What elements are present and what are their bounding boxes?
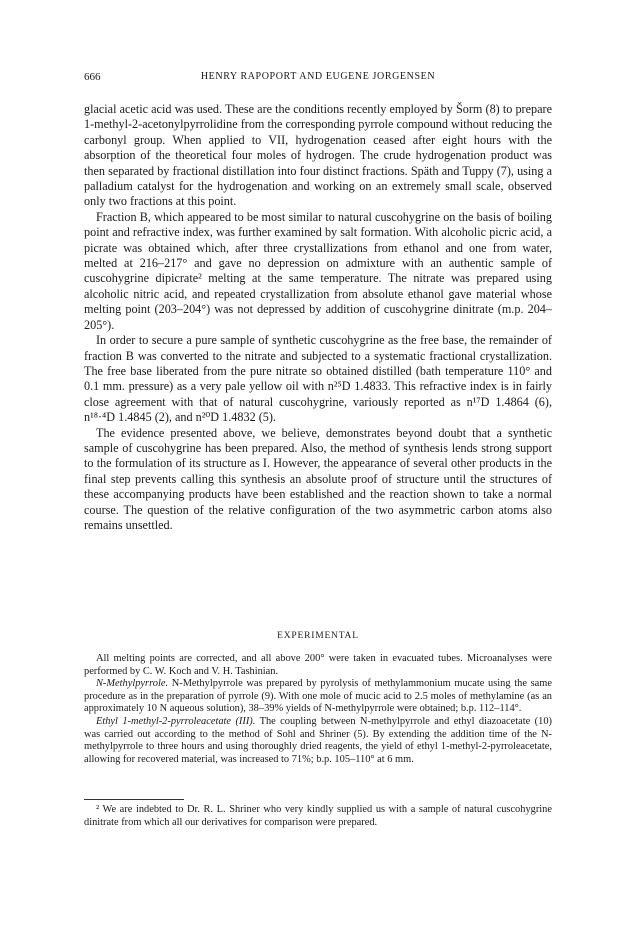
paragraph: Fraction B, which appeared to be most similar to natural cuscohygrine on the basis of boiling point and refractive index, was further examined by salt formation. With alcoholic picric acid, a picrate was obtained which, after three crystallizations from ethanol and one from water, melted at 216–217° and gave no depression on admixture with an authentic sample of cuscohygrine dipicrate² melting at the same temperature. The nitrate was prepared using alcoholic nitric acid, and repeated crystallization from absolute ethanol gave material whose melting point (203–204°) was not depressed by addition of cuscohygrine dinitrate (m.p. 204–205°). — [84, 209, 552, 332]
paragraph: The evidence presented above, we believe, demonstrates beyond doubt that a synthetic sample of cuscohygrine has been prepared. Also, the method of synthesis lends strong support to the formulation of its structure as I. However, the appearance of several other products in the final step prevents calling this synthesis an absolute proof of structure until the structures of these accompanying products have been established and the reaction shown to take a normal course. The question of the relative configuration of the two asymmetric carbon atoms also remains unsettled. — [84, 425, 552, 532]
running-title: HENRY RAPOPORT AND EUGENE JORGENSEN — [200, 71, 436, 82]
page-header — [84, 71, 552, 87]
experimental-section — [84, 678, 552, 716]
main-text — [84, 102, 552, 533]
section-heading: EXPERIMENTAL — [277, 631, 359, 641]
page-number: 666 — [84, 71, 101, 83]
experimental-section — [84, 716, 552, 766]
experimental-intro: All melting points are corrected, and all above 200° were taken in evacuated tubes. Microanalyses were performed by C. W. Koch and V. H. Tashinian. — [84, 653, 552, 677]
section-body: N-Methylpyrrole was prepared by pyrolysis of methylammonium mucate using the same procedure as in the preparation of pyrrole (9). With one mole of mucic acid to 2.5 moles of methylamine (as an approximately 10 N aqueous solution), 38–39% yields of N-methylpyrrole were obtained; b.p. 112–114°. — [84, 678, 552, 715]
paragraph: In order to secure a pure sample of synthetic cuscohygrine as the free base, the remainder of fraction B was converted to the nitrate and subjected to a systematic fractional crystallization. The free base liberated from the pure nitrate so obtained distilled (bath temperature 110° and 0.1 mm. pressure) as a very pale yellow oil with n²⁵D 1.4833. This refractive index is in fairly close agreement with that of natural cuscohygrine, variously reported as n¹⁷D 1.4864 (6), n¹⁸·⁴D 1.4845 (2), and n²⁰D 1.4832 (5). — [84, 333, 552, 425]
section-title: Ethyl 1-methyl-2-pyrroleacetate (III). — [96, 715, 256, 727]
section-title: N-Methylpyrrole. — [96, 678, 169, 690]
footnote-rule — [84, 799, 184, 800]
section-body: The coupling between N-methylpyrrole and ethyl diazoacetate (10) was carried out according to the method of Sohl and Shriner (5). By extending the addition time of the N-methylpyrrole to three hours and using thoroughly dried reagents, the yield of ethyl 1-methyl-2-pyrroleacetate, allowing for recovered material, was increased to 71%; b.p. 105–110° at 6 mm. — [84, 715, 552, 765]
footnote — [84, 804, 552, 829]
paragraph: glacial acetic acid was used. These are the conditions recently employed by Šorm (8) to prepare 1-methyl-2-acetonylpyrrolidine from the corresponding pyrrole compound without reducing the carbonyl group. When applied to VII, hydrogenation ceased after eight hours with the absorption of the theoretical four moles of hydrogen. The crude hydrogenation product was then separated by fractional distillation into four distinct fractions. Späth and Tuppy (7), using a palladium catalyst for the hydrogenation and working on an extremely small scale, observed only two fractions at this point. — [84, 102, 552, 209]
footnote-text: ² We are indebted to Dr. R. L. Shriner who very kindly supplied us with a sample of natural cuscohygrine dinitrate from which all our derivatives for comparison were prepared. — [84, 804, 552, 828]
experimental-text — [84, 653, 552, 766]
